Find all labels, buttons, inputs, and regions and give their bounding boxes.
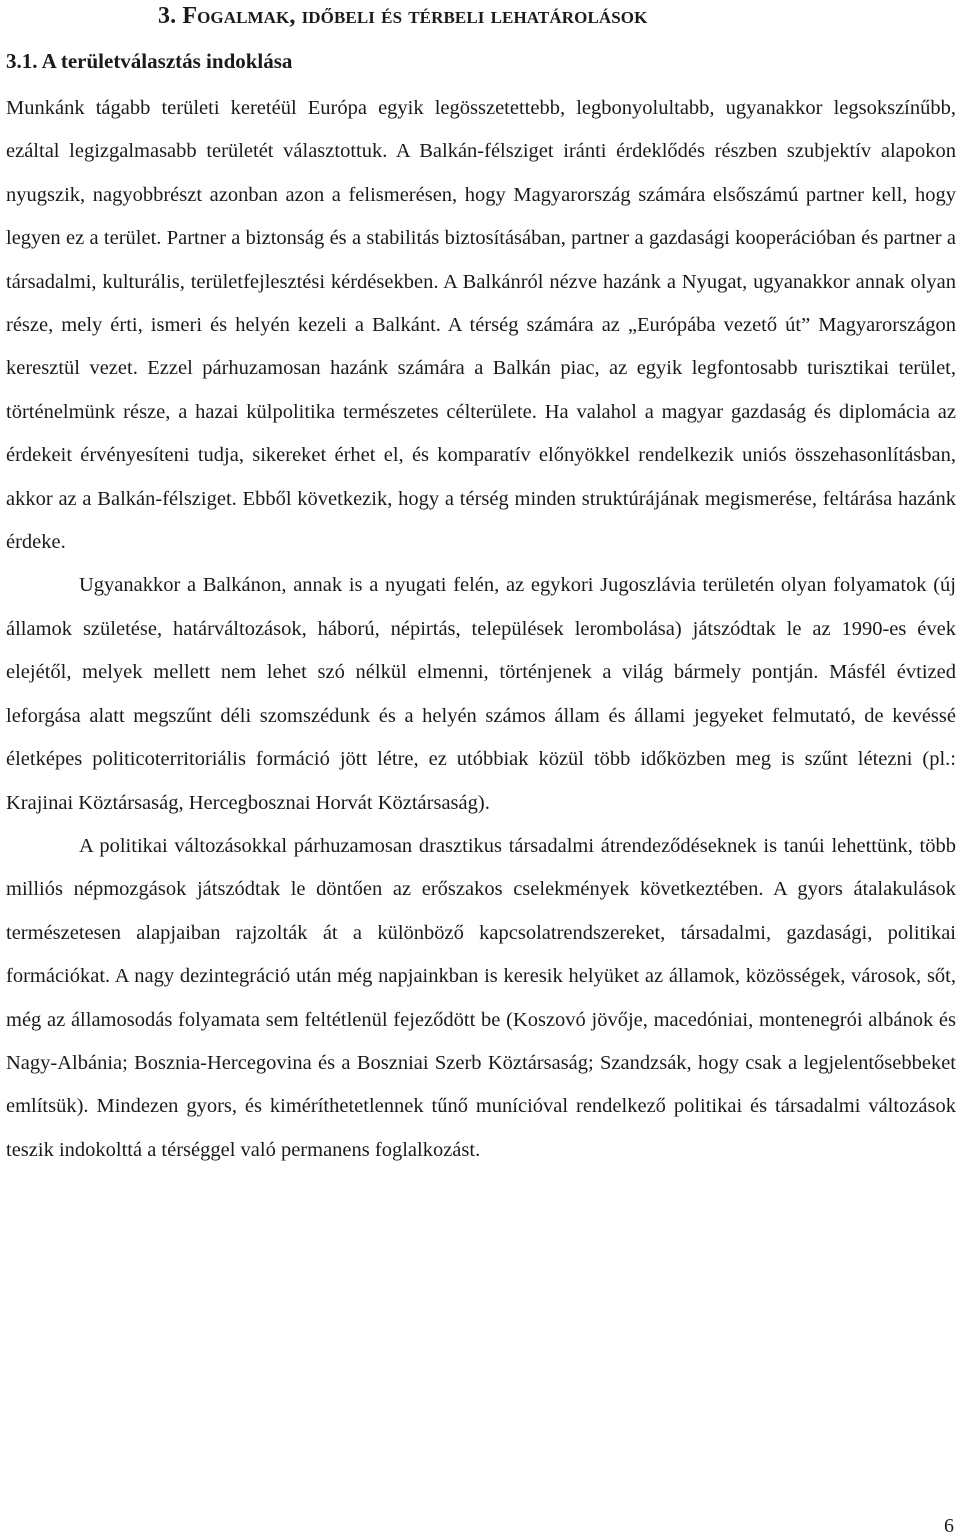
section-title: 3.1. A területválasztás indoklása [6,49,293,73]
body-text [6,87,956,1172]
chapter-number: 3. [158,3,177,29]
paragraph-3: A politikai változásokkal párhuzamosan drasztikus társadalmi átrendeződéseknek is tanúi lehettünk, több milliós népmozgások játszódtak le döntően az erőszakos cselekmények következtében. A gyors átalakulások természetesen alapjaiban rajzolták át a különböző kapcsolatrendszereket, társadalmi, gazdasági, politikai formációkat. A nagy dezintegráció után még napjainkban is keresik helyüket az államok, közösségek, városok, sőt, még az államosodás folyamata sem feltétlenül fejeződött be (Koszovó jövője, macedóniai, montenegrói albánok és Nagy-Albánia; Bosznia-Hercegovina és a Boszniai Szerb Köztársaság; Szandzsák, hogy csak a legjelentősebbeket említsük). Mindezen gyors, és kiméríthetetlennek tűnő munícióval rendelkező politikai és társadalmi változások teszik indokolttá a térséggel való permanens foglalkozást. [6,834,956,1161]
paragraph-2: Ugyanakkor a Balkánon, annak is a nyugati felén, az egykori Jugoszlávia területén olyan folyamatok (új államok születése, határváltozások, háború, népirtás, települések lerombolása) játszódtak le az 1990-es évek elejétől, melyek mellett nem lehet szó nélkül elmenni, történjenek a világ bármely pontján. Másfél évtized leforgása alatt megszűnt déli szomszédunk és a helyén számos állam és állami jegyeket felmutató, de kevéssé életképes politicoterritoriális formáció jött létre, ez utóbbiak közül több időközben meg is szűnt létezni (pl.: Krajinai Köztársaság, Hercegbosznai Horvát Köztársaság). [6,574,956,814]
page-number: 6 [944,1515,954,1537]
chapter-title-text: Fogalmak, időbeli és térbeli lehatárolások [182,3,648,29]
paragraph-1: Munkánk tágabb területi keretéül Európa egyik legösszetettebb, legbonyolultabb, ugyanakkor legsokszínűbb, ezáltal legizgalmasabb területét választottuk. A Balkán-félsziget iránti érdeklődés részben szubjektív alapokon nyugszik, nagyobbrészt azonban azon a felismerésen, hogy Magyarország számára elsőszámú partner kell, hogy legyen ez a terület. Partner a biztonság és a stabilitás biztosításában, partner a gazdasági kooperációban és partner a társadalmi, kulturális, területfejlesztési kérdésekben. A Balkánról nézve hazánk a Nyugat, ugyanakkor annak olyan része, mely érti, ismeri és helyén kezeli a Balkánt. A térség számára az „Európába vezető út” Magyarországon keresztül vezet. Ezzel párhuzamosan hazánk számára a Balkán piac, az egyik legfontosabb turisztikai terület, történelmünk része, a hazai külpolitika természetes célterülete. Ha valahol a magyar gazdaság és diplomácia az érdekeit érvényesíteni tudja, sikereket érhet el, és komparatív előnyökkel rendelkezik uniós összehasonlításban, akkor az a Balkán-félsziget. Ebből következik, hogy a térség minden struktúrájának megismerése, feltárása hazánk érdeke. [6,97,956,554]
chapter-title [158,2,647,30]
